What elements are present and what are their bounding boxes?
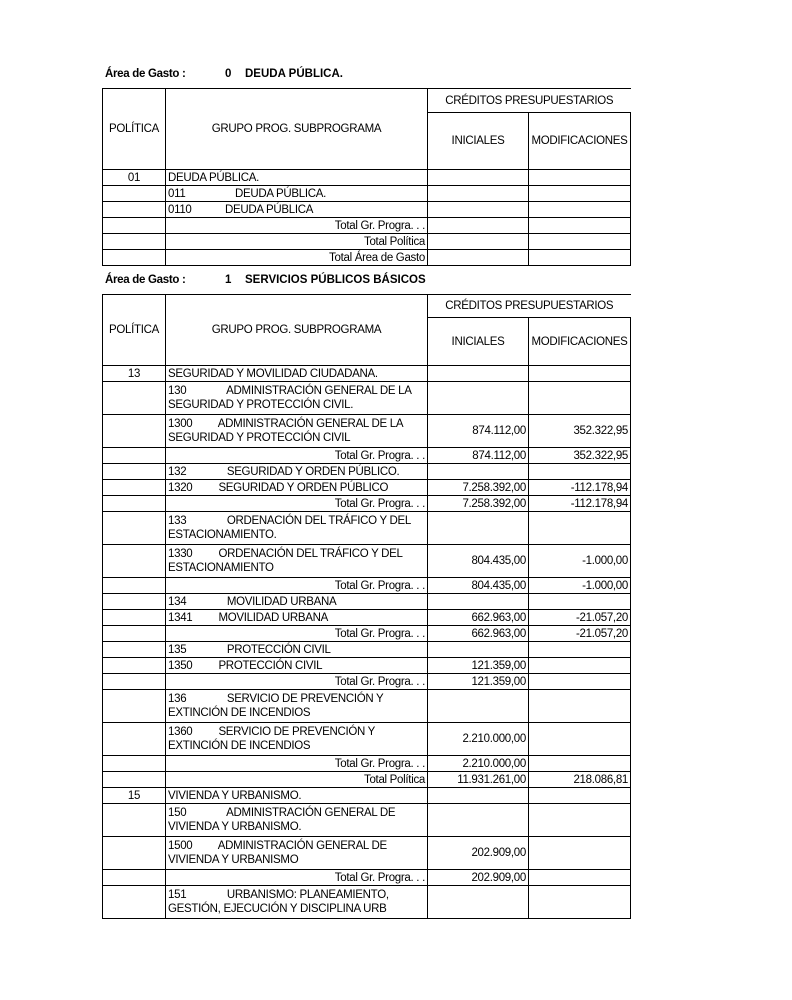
- politica-code: [103, 594, 166, 610]
- iniciales-cell: [428, 202, 529, 218]
- politica-code: [103, 886, 166, 919]
- iniciales-cell: 874.112,00: [428, 415, 529, 448]
- politica-code: [103, 674, 166, 690]
- politica-code: [103, 480, 166, 496]
- total-gr-progra: Total Gr. Progra. . .: [166, 448, 428, 464]
- iniciales-cell: 202.909,00: [428, 870, 529, 886]
- politica-code: [103, 804, 166, 837]
- total-gr-progra: Total Gr. Progra. . .: [166, 674, 428, 690]
- modificaciones-cell: -21.057,20: [529, 610, 631, 626]
- modificaciones-cell: [529, 886, 631, 919]
- row-description: 150 ADMINISTRACIÓN GENERAL DE VIVIENDA Y URBANISMO.: [166, 804, 428, 837]
- iniciales-cell: 2.210.000,00: [428, 756, 529, 772]
- row-description: SEGURIDAD Y MOVILIDAD CIUDADANA.: [166, 366, 428, 382]
- iniciales-cell: [428, 804, 529, 837]
- modificaciones-cell: [529, 690, 631, 723]
- header-creditos: CRÉDITOS PRESUPUESTARIOS: [428, 295, 631, 318]
- politica-code: [103, 186, 166, 202]
- modificaciones-cell: [529, 186, 631, 202]
- total-gr-progra: Total Gr. Progra. . .: [166, 496, 428, 512]
- iniciales-cell: 121.359,00: [428, 658, 529, 674]
- iniciales-cell: 804.435,00: [428, 545, 529, 578]
- area-code: 0: [225, 68, 232, 80]
- modificaciones-cell: -1.000,00: [529, 545, 631, 578]
- row-description: 1320 SEGURIDAD Y ORDEN PÚBLICO: [166, 480, 428, 496]
- row-description: 151 URBANISMO: PLANEAMIENTO, GESTIÓN, EJECUCIÓN Y DISCIPLINA URB: [166, 886, 428, 919]
- modificaciones-cell: [529, 512, 631, 545]
- area-label: Área de Gasto :: [105, 274, 186, 286]
- area-label: Área de Gasto :: [105, 68, 186, 80]
- modificaciones-cell: -21.057,20: [529, 626, 631, 642]
- iniciales-cell: 804.435,00: [428, 578, 529, 594]
- politica-code: [103, 626, 166, 642]
- politica-code: [103, 234, 166, 250]
- politica-code: 15: [103, 788, 166, 804]
- modificaciones-cell: [529, 658, 631, 674]
- iniciales-cell: 874.112,00: [428, 448, 529, 464]
- iniciales-cell: 662.963,00: [428, 626, 529, 642]
- modificaciones-cell: [529, 804, 631, 837]
- budget-table-area-1: [102, 294, 631, 919]
- header-creditos: CRÉDITOS PRESUPUESTARIOS: [428, 89, 631, 113]
- total-gr-progra: Total Gr. Progra. . .: [166, 218, 428, 234]
- row-description: 1500 ADMINISTRACIÓN GENERAL DE VIVIENDA Y URBANISMO: [166, 837, 428, 870]
- header-modificaciones: MODIFICACIONES: [529, 113, 631, 170]
- header-grupo: GRUPO PROG. SUBPROGRAMA: [166, 89, 428, 170]
- modificaciones-cell: [529, 366, 631, 382]
- total-politica: Total Política: [166, 234, 428, 250]
- iniciales-cell: 7.258.392,00: [428, 496, 529, 512]
- total-gr-progra: Total Gr. Progra. . .: [166, 756, 428, 772]
- row-description: 1350 PROTECCIÓN CIVIL: [166, 658, 428, 674]
- area-code: 1: [225, 274, 232, 286]
- politica-code: [103, 870, 166, 886]
- modificaciones-cell: 352.322,95: [529, 448, 631, 464]
- politica-code: [103, 250, 166, 266]
- row-description: 136 SERVICIO DE PREVENCIÓN Y EXTINCIÓN DE INCENDIOS: [166, 690, 428, 723]
- row-description: DEUDA PÚBLICA.: [166, 170, 428, 186]
- politica-code: [103, 545, 166, 578]
- iniciales-cell: [428, 186, 529, 202]
- header-modificaciones: MODIFICACIONES: [529, 318, 631, 366]
- politica-code: 13: [103, 366, 166, 382]
- iniciales-cell: [428, 250, 529, 266]
- row-description: 1341 MOVILIDAD URBANA: [166, 610, 428, 626]
- modificaciones-cell: [529, 788, 631, 804]
- modificaciones-cell: -112.178,94: [529, 496, 631, 512]
- modificaciones-cell: [529, 170, 631, 186]
- modificaciones-cell: -112.178,94: [529, 480, 631, 496]
- politica-code: [103, 496, 166, 512]
- row-description: 135 PROTECCIÓN CIVIL: [166, 642, 428, 658]
- iniciales-cell: 2.210.000,00: [428, 723, 529, 756]
- total-gr-progra: Total Gr. Progra. . .: [166, 870, 428, 886]
- header-grupo: GRUPO PROG. SUBPROGRAMA: [166, 295, 428, 366]
- budget-table-area-0: [102, 88, 631, 266]
- iniciales-cell: 662.963,00: [428, 610, 529, 626]
- politica-code: [103, 382, 166, 415]
- politica-code: [103, 448, 166, 464]
- politica-code: [103, 690, 166, 723]
- total-area: Total Área de Gasto: [166, 250, 428, 266]
- row-description: 134 MOVILIDAD URBANA: [166, 594, 428, 610]
- modificaciones-cell: [529, 674, 631, 690]
- total-gr-progra: Total Gr. Progra. . .: [166, 626, 428, 642]
- header-politica: POLÍTICA: [103, 295, 166, 366]
- modificaciones-cell: [529, 382, 631, 415]
- modificaciones-cell: [529, 464, 631, 480]
- header-iniciales: INICIALES: [428, 318, 529, 366]
- politica-code: [103, 772, 166, 788]
- area-header: [105, 68, 343, 80]
- modificaciones-cell: [529, 202, 631, 218]
- total-gr-progra: Total Gr. Progra. . .: [166, 578, 428, 594]
- row-description: 0110 DEUDA PÚBLICA: [166, 202, 428, 218]
- iniciales-cell: 121.359,00: [428, 674, 529, 690]
- politica-code: [103, 578, 166, 594]
- modificaciones-cell: [529, 642, 631, 658]
- total-politica: Total Política: [166, 772, 428, 788]
- politica-code: [103, 658, 166, 674]
- row-description: 133 ORDENACIÓN DEL TRÁFICO Y DEL ESTACIONAMIENTO.: [166, 512, 428, 545]
- iniciales-cell: [428, 594, 529, 610]
- politica-code: [103, 837, 166, 870]
- politica-code: [103, 512, 166, 545]
- politica-code: [103, 464, 166, 480]
- iniciales-cell: [428, 170, 529, 186]
- iniciales-cell: [428, 642, 529, 658]
- modificaciones-cell: [529, 250, 631, 266]
- iniciales-cell: [428, 690, 529, 723]
- area-name: SERVICIOS PÚBLICOS BÁSICOS: [245, 274, 426, 286]
- iniciales-cell: [428, 886, 529, 919]
- politica-code: 01: [103, 170, 166, 186]
- row-description: 132 SEGURIDAD Y ORDEN PÚBLICO.: [166, 464, 428, 480]
- iniciales-cell: [428, 234, 529, 250]
- modificaciones-cell: [529, 234, 631, 250]
- modificaciones-cell: [529, 723, 631, 756]
- row-description: 130 ADMINISTRACIÓN GENERAL DE LA SEGURIDAD Y PROTECCIÓN CIVIL.: [166, 382, 428, 415]
- modificaciones-cell: [529, 837, 631, 870]
- politica-code: [103, 415, 166, 448]
- iniciales-cell: [428, 366, 529, 382]
- iniciales-cell: 7.258.392,00: [428, 480, 529, 496]
- politica-code: [103, 642, 166, 658]
- politica-code: [103, 723, 166, 756]
- area-header: [105, 274, 426, 286]
- iniciales-cell: 202.909,00: [428, 837, 529, 870]
- iniciales-cell: [428, 512, 529, 545]
- iniciales-cell: [428, 464, 529, 480]
- politica-code: [103, 202, 166, 218]
- header-iniciales: INICIALES: [428, 113, 529, 170]
- iniciales-cell: [428, 218, 529, 234]
- modificaciones-cell: [529, 594, 631, 610]
- modificaciones-cell: 352.322,95: [529, 415, 631, 448]
- row-description: 1300 ADMINISTRACIÓN GENERAL DE LA SEGURIDAD Y PROTECCIÓN CIVIL: [166, 415, 428, 448]
- modificaciones-cell: [529, 218, 631, 234]
- politica-code: [103, 218, 166, 234]
- header-politica: POLÍTICA: [103, 89, 166, 170]
- modificaciones-cell: 218.086,81: [529, 772, 631, 788]
- politica-code: [103, 756, 166, 772]
- politica-code: [103, 610, 166, 626]
- iniciales-cell: 11.931.261,00: [428, 772, 529, 788]
- row-description: 1360 SERVICIO DE PREVENCIÓN Y EXTINCIÓN DE INCENDIOS: [166, 723, 428, 756]
- row-description: VIVIENDA Y URBANISMO.: [166, 788, 428, 804]
- iniciales-cell: [428, 382, 529, 415]
- row-description: 011 DEUDA PÚBLICA.: [166, 186, 428, 202]
- modificaciones-cell: [529, 756, 631, 772]
- modificaciones-cell: -1.000,00: [529, 578, 631, 594]
- row-description: 1330 ORDENACIÓN DEL TRÁFICO Y DEL ESTACIONAMIENTO: [166, 545, 428, 578]
- modificaciones-cell: [529, 870, 631, 886]
- iniciales-cell: [428, 788, 529, 804]
- area-name: DEUDA PÚBLICA.: [245, 68, 343, 80]
